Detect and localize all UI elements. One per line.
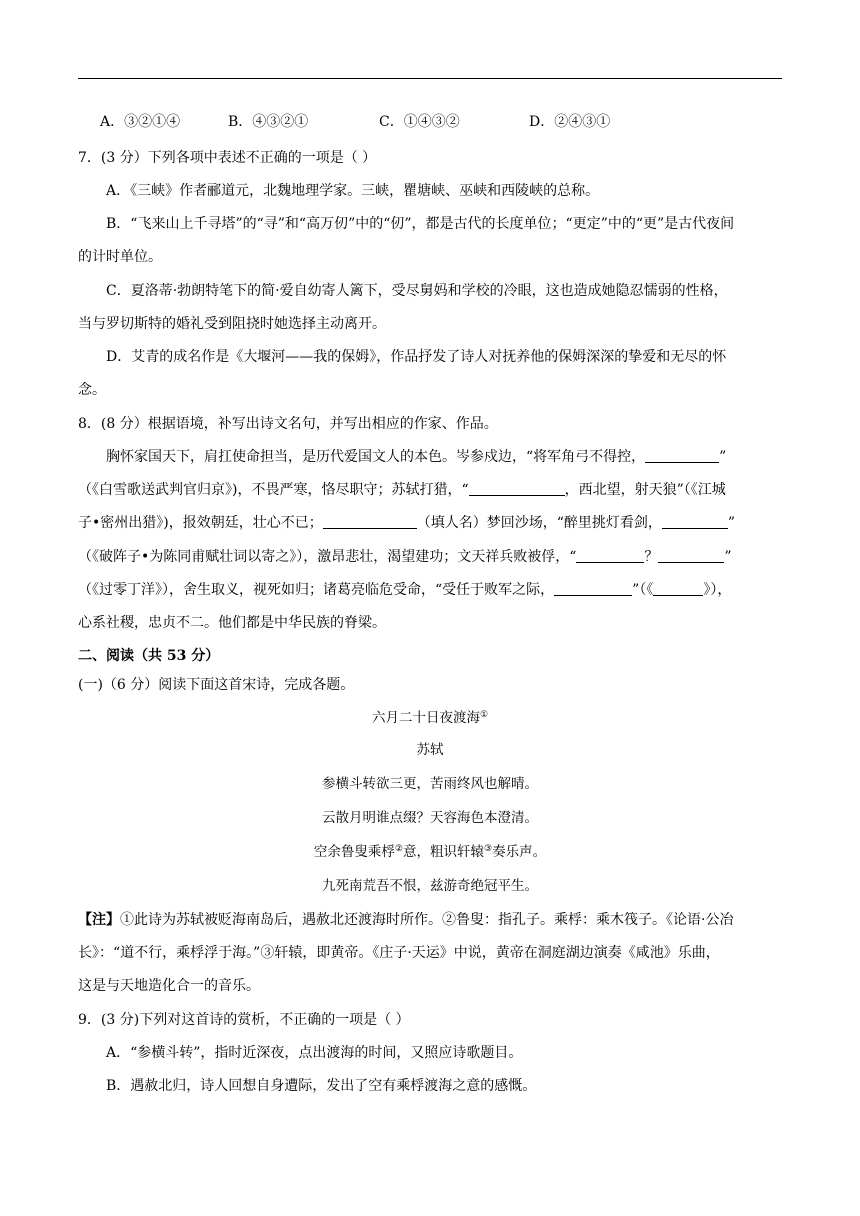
note-line3: 这是与天地造化合一的音乐。 xyxy=(78,978,260,994)
q8-passage-line1 xyxy=(106,448,726,466)
answer-blank[interactable] xyxy=(576,548,644,563)
section-intro: (一)（6 分）阅读下面这首宋诗，完成各题。 xyxy=(78,677,355,693)
poem-author: 苏轼 xyxy=(416,742,444,758)
footnote-marker: ② xyxy=(394,844,403,854)
answer-blank[interactable] xyxy=(554,581,632,596)
q7-option-c: C．夏洛蒂·勃朗特笔下的简·爱自幼寄人篱下，受尽舅妈和学校的冷眼，这也造成她隐忍懦弱的性格， xyxy=(106,283,728,299)
q8-text: （《白雪歌送武判官归京》)，不畏严寒，恪尽职守；苏轼打猎，“ xyxy=(78,482,469,498)
q8-text: 子•密州出猎》)，报效朝廷，壮心不已； xyxy=(78,515,323,531)
q8-text: ” xyxy=(719,449,727,465)
note-line2: 长》：“道不行，乘桴浮于海。”③轩辕，即黄帝。《庄子·天运》中说，黄帝在洞庭湖边演奏《咸池》乐曲， xyxy=(78,945,720,961)
q7-option-a: A．《三峡》作者郦道元，北魏地理学家。三峡，瞿塘峡、巫峡和西陵峡的总称。 xyxy=(106,183,600,199)
q8-passage-line3 xyxy=(78,514,735,532)
answer-blank[interactable] xyxy=(653,581,703,596)
q8-text: ，西北望，射天狼”（《江城 xyxy=(564,482,726,498)
q9-option-b: B．遇赦北归，诗人回想自身遭际，发出了空有乘桴渡海之意的感慨。 xyxy=(106,1078,537,1094)
q7-option-d: D．艾青的成名作是《大堰河——我的保姆》，作品抒发了诗人对抚养他的保姆深深的挚爱和无尽的怀 xyxy=(106,349,727,365)
q8-passage-line6: 心系社稷，忠贞不二。他们都是中华民族的脊梁。 xyxy=(78,615,386,631)
q8-stem: 8．(8 分）根据语境，补写出诗文名句，并写出相应的作家、作品。 xyxy=(78,416,498,432)
q8-text: （填人名）梦回沙场，“醉里挑灯看剑， xyxy=(416,515,662,531)
note-label: 【注】 xyxy=(78,912,120,928)
section-heading: 二、阅读（共 53 分） xyxy=(78,648,220,664)
q8-text: 胸怀家国天下，肩扛使命担当，是历代爱国文人的本色。岑参戍边，“将军角弓不得控， xyxy=(106,449,646,465)
answer-blank[interactable] xyxy=(662,514,728,529)
poem-line-4: 九死南荒吾不恨，兹游奇绝冠平生。 xyxy=(322,878,538,894)
q8-passage-line2 xyxy=(78,481,726,499)
q6-option-b: B．④③②① xyxy=(228,114,309,130)
answer-blank[interactable] xyxy=(469,481,565,496)
poem-title-text: 六月二十日夜渡海 xyxy=(371,710,480,726)
q8-text: ”（《 xyxy=(632,582,654,598)
q7-option-b-cont: 的计时单位。 xyxy=(78,249,162,265)
q7-stem: 7．(3 分）下列各项中表述不正确的一项是（ ） xyxy=(78,150,377,166)
poem-text: 奏乐声。 xyxy=(492,844,547,860)
q8-text: ” xyxy=(727,515,736,531)
q8-text: （《破阵子•为陈同甫赋壮词以寄之》），激昂悲壮，渴望建功；文天祥兵败被俘，“ xyxy=(78,549,577,565)
answer-blank[interactable] xyxy=(645,448,719,463)
q7-option-c-cont: 当与罗切斯特的婚礼受到阻挠时她选择主动离开。 xyxy=(78,316,386,332)
q6-option-c: C．①④③② xyxy=(379,114,460,130)
poem-text: 空余鲁叟乘桴 xyxy=(313,844,395,860)
poem-line-1: 参横斗转欲三更，苦雨终风也解晴。 xyxy=(322,776,538,792)
q8-text: 》）， xyxy=(703,582,732,598)
answer-blank[interactable] xyxy=(323,514,417,529)
q9-option-a: A．“参横斗转”，指时近深夜，点出渡海的时间，又照应诗歌题目。 xyxy=(106,1045,523,1061)
q6-option-a: A．③②①④ xyxy=(100,114,181,130)
poem-line-3 xyxy=(0,843,860,861)
poem-title xyxy=(0,709,860,727)
q7-option-b: B．“飞来山上千寻塔”的“寻”和“高万仞”中的“仞”，都是古代的长度单位；“更定”中的“更”是古代夜间 xyxy=(106,216,735,232)
poem-text: 意，粗识轩辕 xyxy=(403,844,484,860)
q8-text: ？ xyxy=(644,549,659,565)
poem-line-2: 云散月明谁点缀？天容海色本澄清。 xyxy=(322,810,538,826)
q8-passage-line4 xyxy=(78,548,732,566)
answer-blank[interactable] xyxy=(658,548,724,563)
header-rule xyxy=(78,78,782,79)
q8-text: ” xyxy=(724,549,732,565)
note-text: ①此诗为苏轼被贬海南岛后，遇赦北还渡海时所作。②鲁叟：指孔子。乘桴：乘木筏子。《论语·公冶 xyxy=(120,912,734,928)
q7-option-d-cont: 念。 xyxy=(78,382,106,398)
q8-passage-line5 xyxy=(78,581,731,599)
q6-option-d: D．②④③① xyxy=(529,114,611,130)
q8-text: （《过零丁洋》），舍生取义，视死如归；诸葛亮临危受命，“受任于败军之际， xyxy=(78,582,555,598)
footnote-marker: ① xyxy=(479,710,489,720)
footnote-marker: ③ xyxy=(484,844,493,854)
q9-stem: 9．(3 分)下列对这首诗的赏析，不正确的一项是（ ） xyxy=(78,1012,410,1028)
note-line1 xyxy=(78,911,733,929)
